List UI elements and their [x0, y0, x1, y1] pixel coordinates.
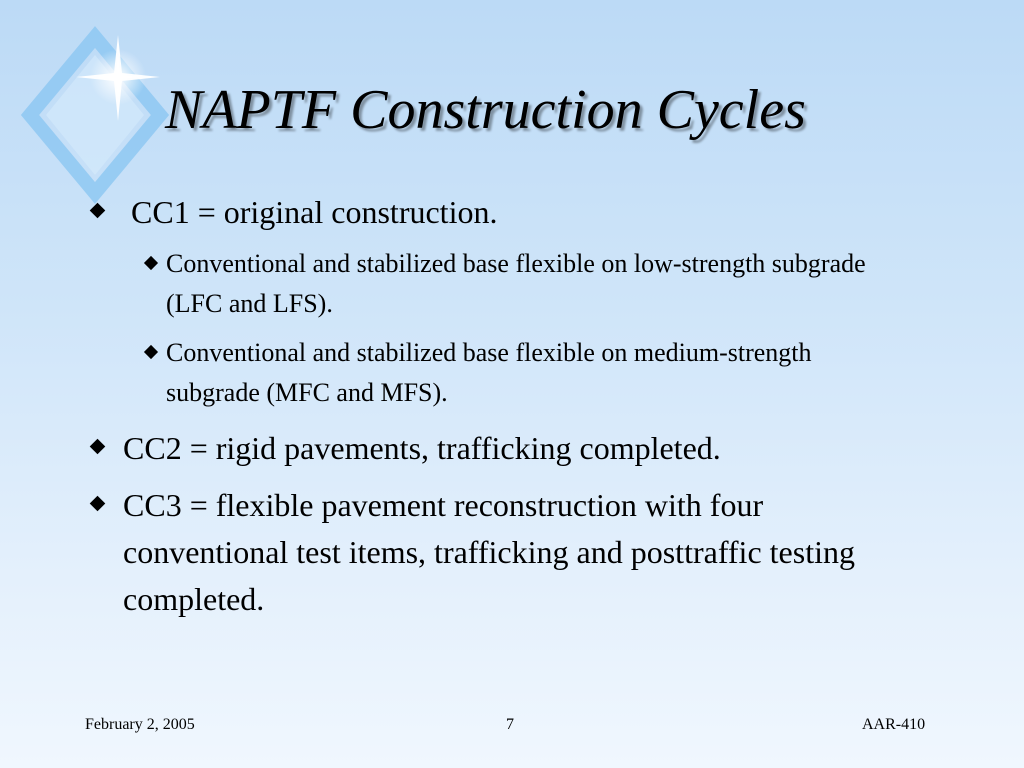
sub-bullet-medium-strength	[146, 333, 906, 413]
footer-page-number: 7	[506, 716, 514, 733]
diamond-bullet-icon	[90, 203, 106, 219]
slide-title: NAPTF Construction Cycles	[165, 79, 806, 141]
bullet-text: Conventional and stabilized base flexible on low-strength subgrade (LFC and LFS).	[166, 249, 866, 318]
diamond-bullet-icon	[144, 345, 158, 359]
bullet-text: CC2 = rigid pavements, trafficking completed.	[123, 430, 721, 466]
bullet-text: CC1 = original construction.	[131, 194, 498, 230]
footer-date: February 2, 2005	[85, 716, 195, 733]
diamond-bullet-icon	[90, 439, 106, 455]
bullet-text: CC3 = flexible pavement reconstruction with four conventional test items, trafficking and posttraffic testing completed.	[123, 487, 855, 617]
bullet-cc2	[92, 425, 932, 472]
bullet-cc3	[92, 482, 932, 623]
footer-code: AAR-410	[862, 716, 926, 733]
diamond-star-logo-icon	[20, 25, 180, 205]
bullet-text: Conventional and stabilized base flexible on medium-strength subgrade (MFC and MFS).	[166, 338, 812, 407]
bullet-cc1	[92, 189, 912, 236]
sub-bullet-low-strength	[146, 244, 906, 324]
diamond-bullet-icon	[90, 496, 106, 512]
diamond-bullet-icon	[144, 256, 158, 270]
